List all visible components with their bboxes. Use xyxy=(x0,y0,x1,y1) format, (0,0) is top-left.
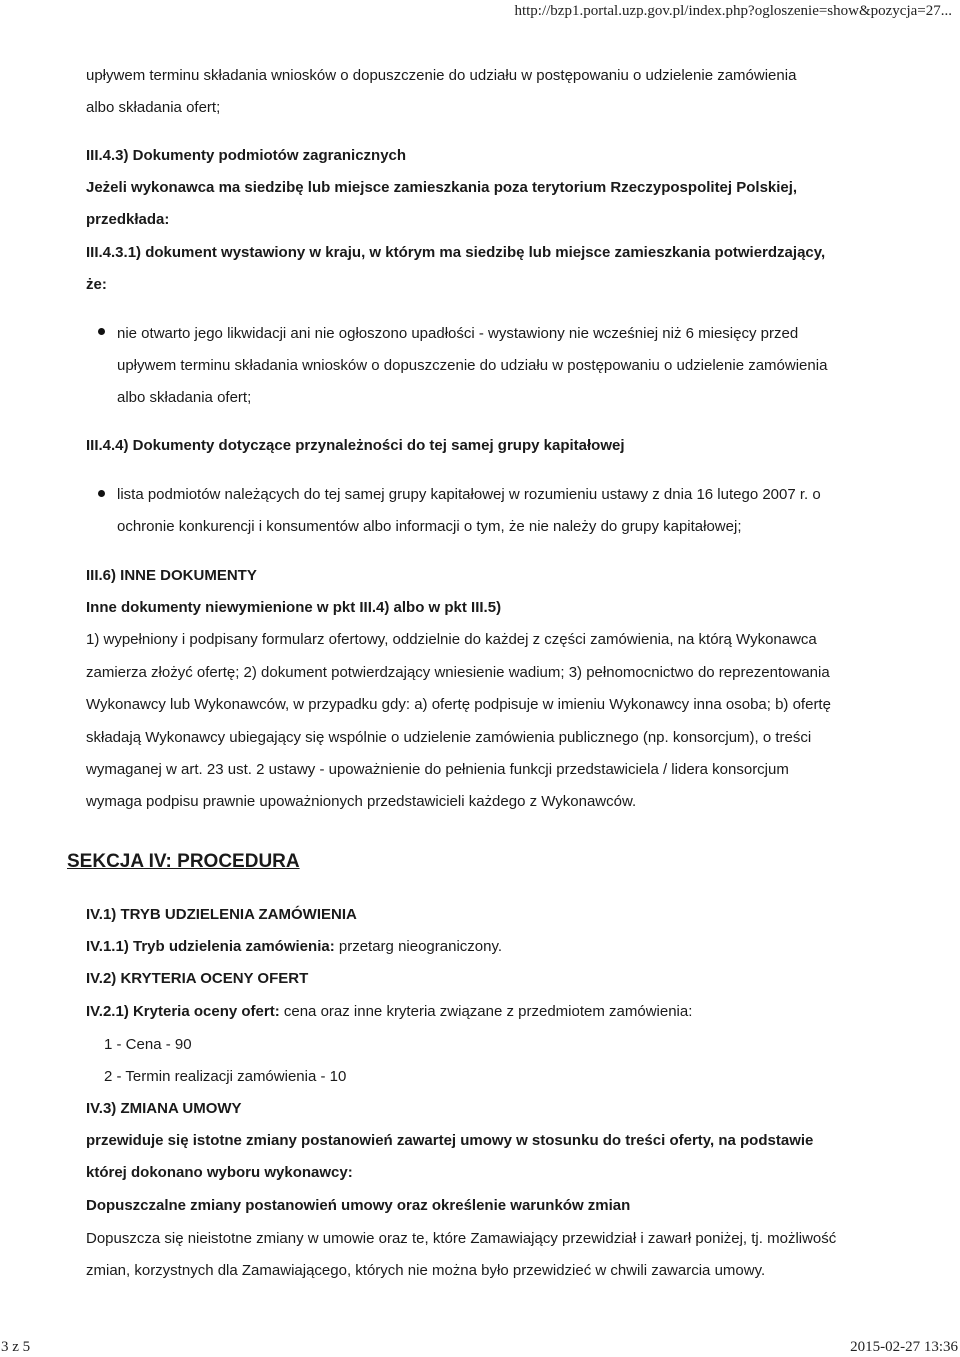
heading-iv-3: IV.3) ZMIANA UMOWY xyxy=(86,1100,242,1117)
bullet-dot-icon xyxy=(98,328,105,335)
page-number: 3 z 5 xyxy=(1,1339,31,1355)
text-line: zmian, korzystnych dla Zamawiającego, których nie można było przewidzieć w chwili zawarcia umowy. xyxy=(86,1262,766,1279)
heading-iii-4-3-1: III.4.3.1) dokument wystawiony w kraju, w którym ma siedzibę lub miejsce zamieszkania potwierdzający, xyxy=(86,244,826,261)
text-line xyxy=(86,937,502,957)
text-line: wymaga podpisu prawnie upoważnionych przedstawicieli każdego z Wykonawców. xyxy=(86,793,637,810)
text-line: przedkłada: xyxy=(86,211,170,228)
text-line: przewiduje się istotne zmiany postanowień zawartej umowy w stosunku do treści oferty, na podstawie xyxy=(86,1132,814,1149)
text-line: składają Wykonawcy ubiegający się wspólnie o udzielenie zamówienia publicznego (np. konsorcjum), o treści xyxy=(86,729,812,746)
text-line: że: xyxy=(86,276,107,293)
text-line: Dopuszcza się nieistotne zmiany w umowie oraz te, które Zamawiający przewidział i zawarł poniżej, tj. możliwość xyxy=(86,1230,837,1247)
print-datetime: 2015-02-27 13:36 xyxy=(850,1339,958,1355)
label: IV.2.1) Kryteria oceny ofert: xyxy=(86,1003,280,1020)
criterion-item: 2 - Termin realizacji zamówienia - 10 xyxy=(104,1068,347,1085)
heading-iv-1: IV.1) TRYB UDZIELENIA ZAMÓWIENIA xyxy=(86,906,357,923)
text-line xyxy=(86,1002,692,1022)
text-line: nie otwarto jego likwidacji ani nie ogłoszono upadłości - wystawiony nie wcześniej niż 6 miesięcy przed xyxy=(117,325,799,342)
text-line: albo składania ofert; xyxy=(86,99,221,116)
text-line: zamierza złożyć ofertę; 2) dokument potwierdzający wniesienie wadium; 3) pełnomocnictwo do reprezentowania xyxy=(86,664,830,681)
value: cena oraz inne kryteria związane z przedmiotem zamówienia: xyxy=(279,1003,693,1020)
text-line: wymaganej w art. 23 ust. 2 ustawy - upoważnienie do pełnienia funkcji przedstawiciela / lidera konsorcjum xyxy=(86,761,789,778)
label: IV.1.1) Tryb udzielenia zamówienia: xyxy=(86,938,335,955)
heading-iv-2: IV.2) KRYTERIA OCENY OFERT xyxy=(86,970,309,987)
bullet-dot-icon xyxy=(98,490,105,497)
criterion-item: 1 - Cena - 90 xyxy=(104,1036,192,1053)
text-line: Wykonawcy lub Wykonawców, w przypadku gdy: a) ofertę podpisuje w imieniu Wykonawcy inna osoba; b) ofertę xyxy=(86,696,831,713)
heading-iii-4-3: III.4.3) Dokumenty podmiotów zagranicznych xyxy=(86,147,407,164)
text-line: upływem terminu składania wniosków o dopuszczenie do udziału w postępowaniu o udzielenie zamówienia xyxy=(117,357,828,374)
text-line: 1) wypełniony i podpisany formularz ofertowy, oddzielnie do każdej z części zamówienia, na którą Wykonawca xyxy=(86,631,817,648)
text-line: której dokonano wyboru wykonawcy: xyxy=(86,1164,353,1181)
heading-iii-4-4: III.4.4) Dokumenty dotyczące przynależności do tej samej grupy kapitałowej xyxy=(86,437,625,454)
text-line: albo składania ofert; xyxy=(117,389,252,406)
subheading-iii-6: Inne dokumenty niewymienione w pkt III.4) albo w pkt III.5) xyxy=(86,599,502,616)
text-line: lista podmiotów należących do tej samej grupy kapitałowej w rozumieniu ustawy z dnia 16 lutego 2007 r. o xyxy=(117,486,821,503)
header-url: http://bzp1.portal.uzp.gov.pl/index.php?ogloszenie=show&pozycja=27... xyxy=(514,3,952,19)
value: przetarg nieograniczony. xyxy=(334,938,503,955)
text-line: Jeżeli wykonawca ma siedzibę lub miejsce zamieszkania poza terytorium Rzeczypospolitej Polskiej, xyxy=(86,179,798,196)
text-line: upływem terminu składania wniosków o dopuszczenie do udziału w postępowaniu o udzielenie zamówienia xyxy=(86,67,797,84)
section-title: SEKCJA IV: PROCEDURA xyxy=(67,851,300,872)
heading-iii-6: III.6) INNE DOKUMENTY xyxy=(86,567,257,584)
subheading-iv-3: Dopuszczalne zmiany postanowień umowy oraz określenie warunków zmian xyxy=(86,1197,631,1214)
text-line: ochronie konkurencji i konsumentów albo informacji o tym, że nie należy do grupy kapitałowej; xyxy=(117,518,742,535)
